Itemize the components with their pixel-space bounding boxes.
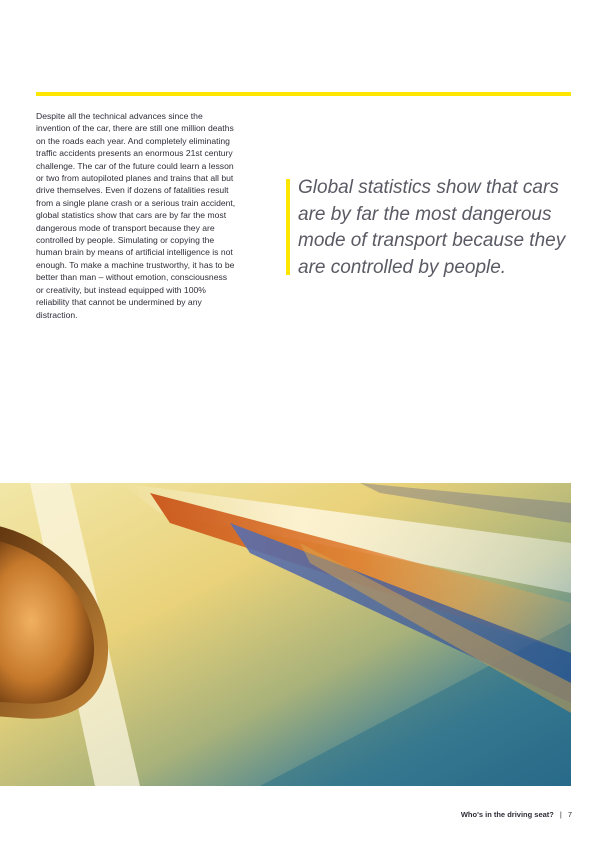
top-accent-rule (36, 92, 571, 96)
body-paragraph: Despite all the technical advances since the invention of the car, there are still one million deaths on the roads each year. And completely eliminating traffic accidents presents an enormous 21st century challenge. The car of the future could learn a lesson or two from autopiloted planes and trains that all but drive themselves. Even if dozens of fatalities result from a single plane crash or a serious train accident, global statistics show that cars are by far the most dangerous mode of transport because they are controlled by people. Simulating or copying the human brain by means of artificial intelligence is not enough. To make a machine trustworthy, it has to be better than man – without emotion, consciousness or creativity, but instead equipped with 100% reliability that cannot be undermined by any distraction. (36, 111, 236, 320)
page-number: 7 (567, 810, 572, 819)
pull-quote-text: Global statistics show that cars are by far the most dangerous mode of transport because they are controlled by people. (298, 177, 566, 278)
footer-separator: | (559, 810, 562, 819)
quote-accent-bar (286, 179, 290, 275)
page-footer (461, 810, 572, 819)
road-photo-illustration (0, 483, 571, 786)
motion-blur-road-photo (0, 483, 571, 786)
footer-title: Who's in the driving seat? (460, 810, 554, 819)
pull-quote (286, 175, 576, 281)
